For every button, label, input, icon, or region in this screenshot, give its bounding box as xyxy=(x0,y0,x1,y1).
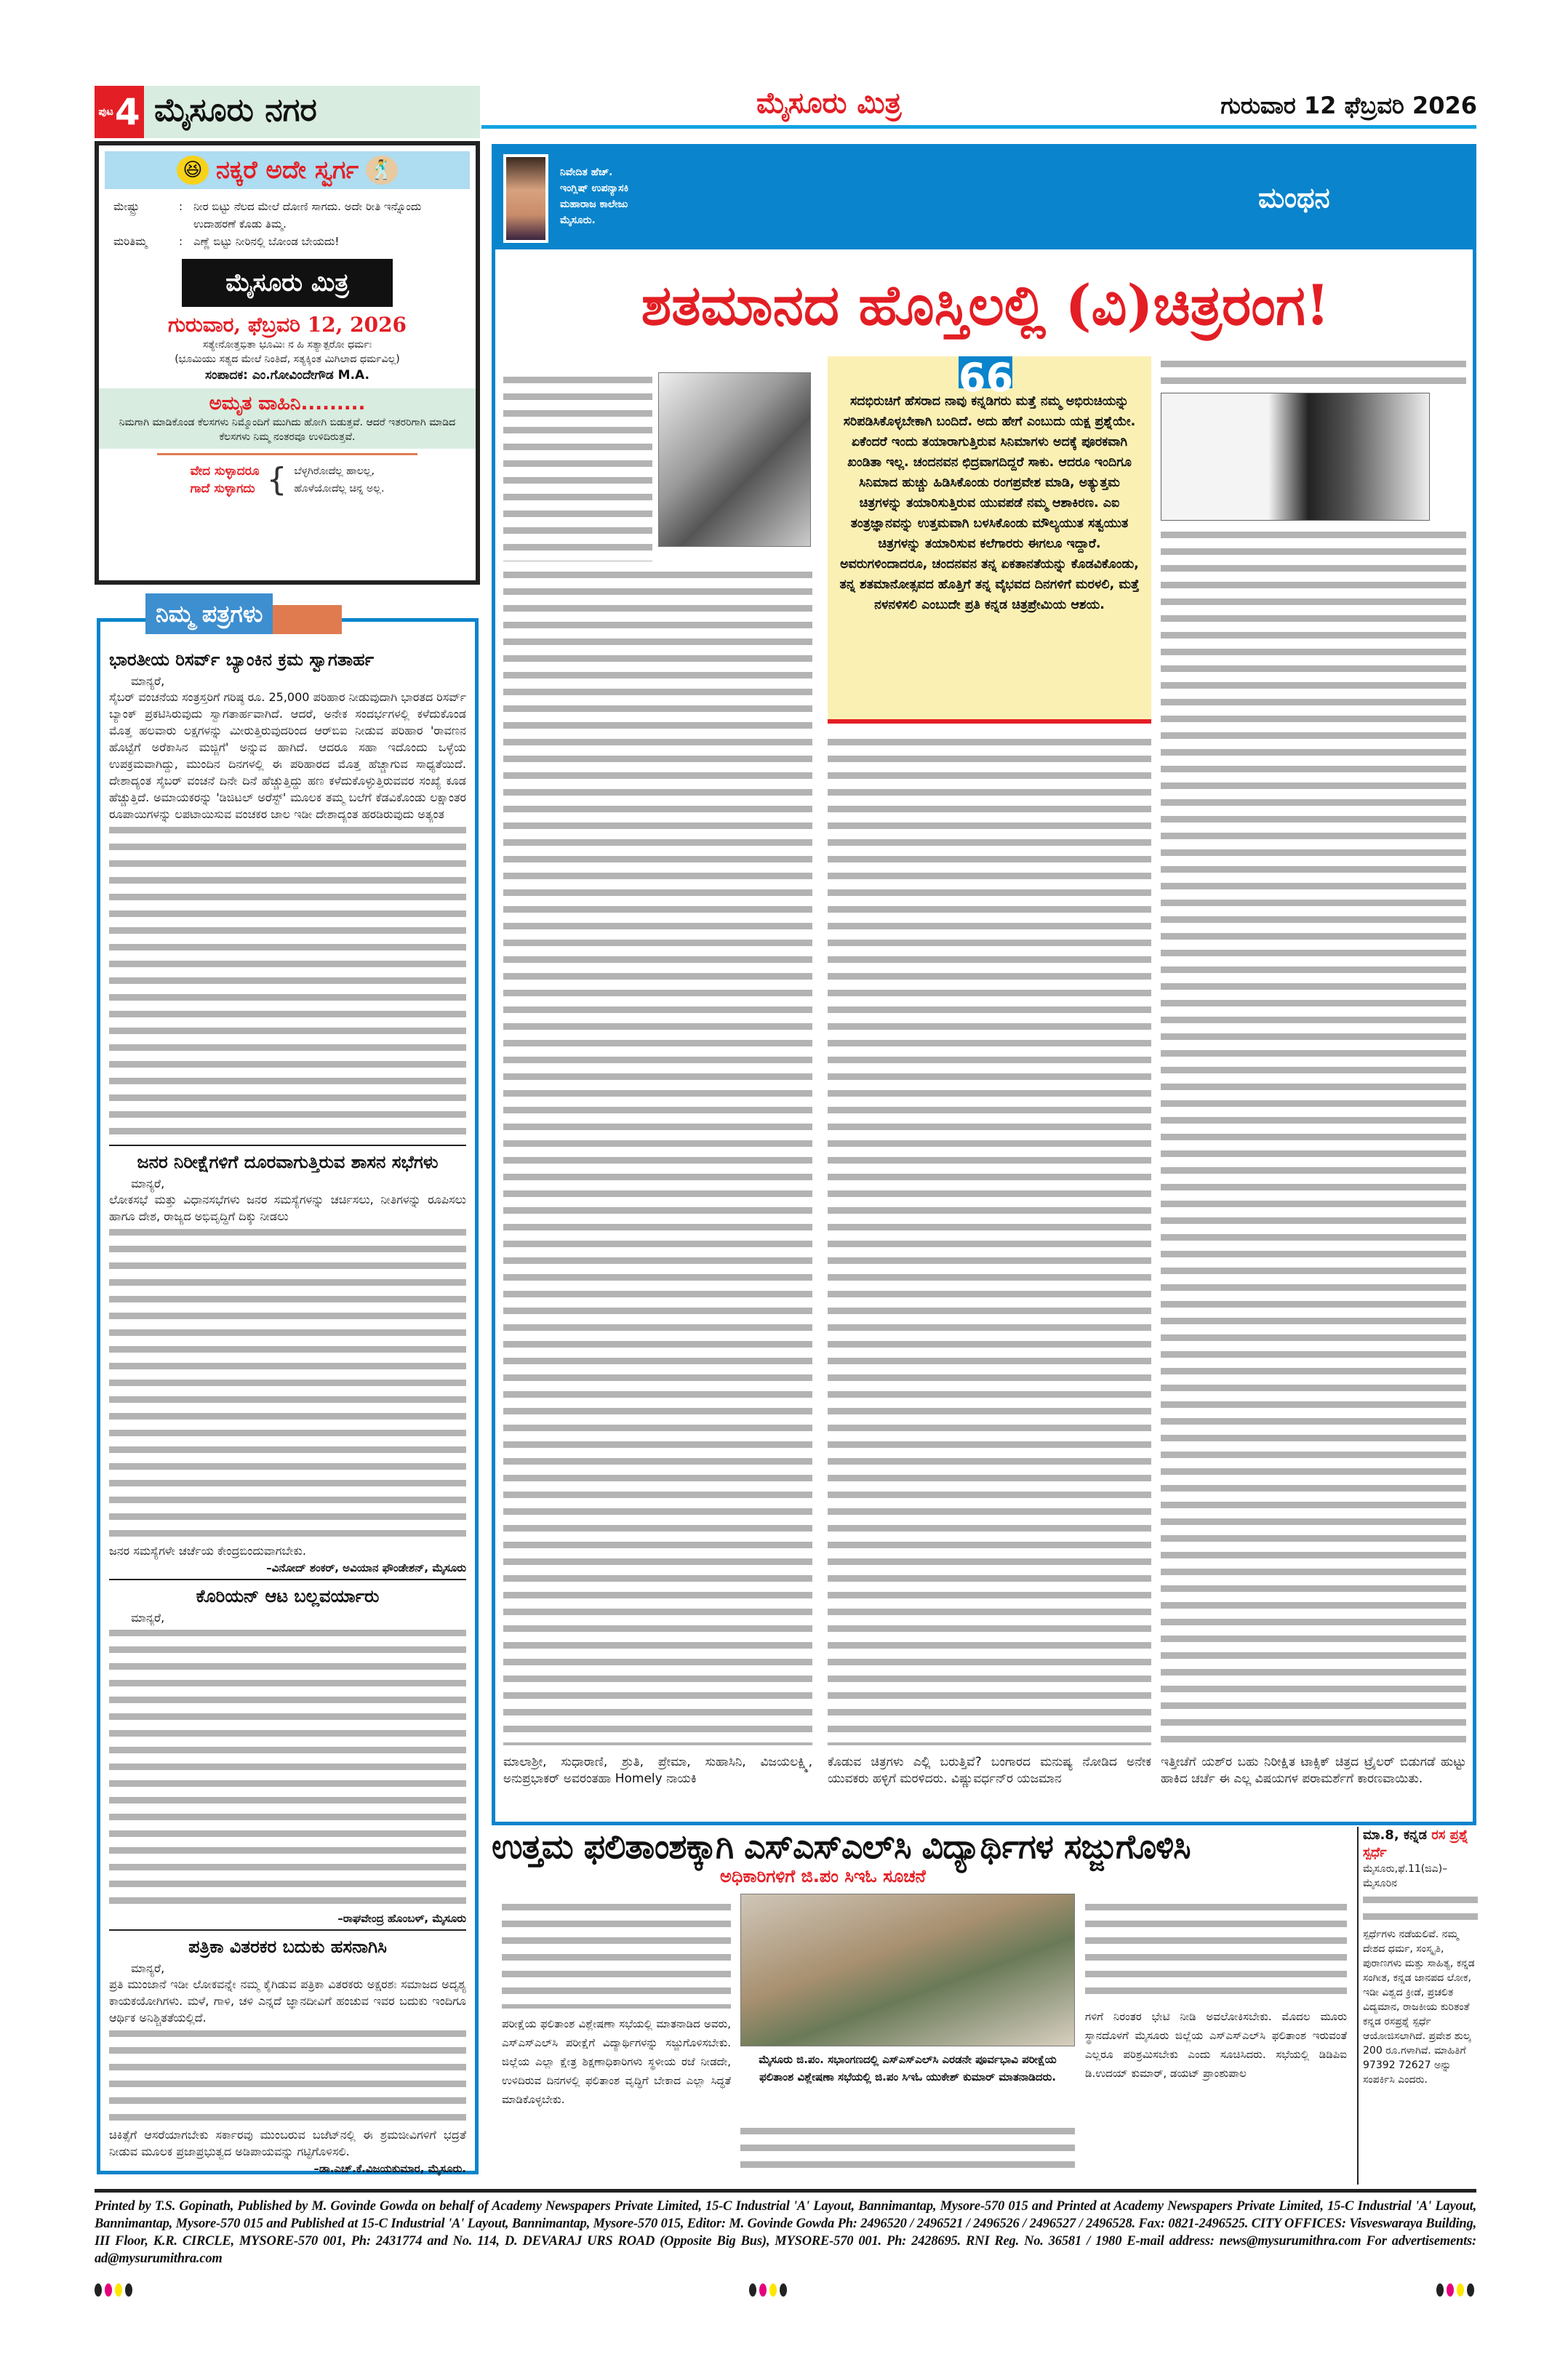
letter-title: ಭಾರತೀಯ ರಿಸರ್ವ್ ಬ್ಯಾಂಕಿನ ಕ್ರಮ ಸ್ವಾಗತಾರ್ಹ xyxy=(109,649,375,670)
movie-poster-image xyxy=(1161,393,1430,521)
letter-divider xyxy=(109,1579,466,1580)
letter-title: ಪತ್ರಿಕಾ ವಿತರಕರ ಬದುಕು ಹಸನಾಗಿಸಿ xyxy=(188,1937,387,1957)
amruta-title: ಅಮೃತ ವಾಹಿನಿ......... xyxy=(209,393,366,415)
letter-salutation: ಮಾನ್ಯರೆ, xyxy=(131,1611,165,1625)
motto-meaning: (ಭೂಮಿಯು ಸತ್ಯದ ಮೇಲೆ ನಿಂತಿದೆ, ಸತ್ಯಕ್ಕಿಂತ ಮಿಗಿಲಾದ ಧರ್ಮವಿಲ್ಲ) xyxy=(175,353,400,365)
proverb-right: ಬೆಳ್ಳಗಿರೋದೆಲ್ಲ ಹಾಲಲ್ಲ, xyxy=(294,465,375,477)
joke-line: ಎಣ್ಣೆ ಬಿಟ್ಟು ನೀರಿನಲ್ಲಿ ಬೋಂಡ ಬೇಯದು! xyxy=(193,235,340,248)
letter-closing: ಚಿಕಿತ್ಸೆಗೆ ಆಸರೆಯಾಗಬೇಕು ಸರ್ಕಾರವು ಮುಂಬರುವ ಬಜೆಟ್‌ನಲ್ಲಿ ಈ ಶ್ರಮಜೀವಿಗಳಿಗೆ ಭದ್ರತೆ ನೀಡುವ ಮೂಲಕ ಪ್ರಜಾಪ್ರಭುತ್ವದ ಅಡಿಪಾಯವನ್ನು ಗಟ್ಟಿಗೊಳಿಸಲಿ. xyxy=(109,2128,466,2158)
joke-banner xyxy=(105,151,470,189)
joke-line: ನೀರ ಬಿಟ್ಟು ನೆಲದ ಮೇಲೆ ದೋಣಿ ಸಾಗದು. ಅದೇ ರೀತಿ ಇನ್ನೊಂದು ಉದಾಹರಣೆ ಕೊಡು ತಿಮ್ಮ. xyxy=(193,200,422,231)
letter-signature: –ವಿನೋದ್ ಶಂಕರ್, ಅವಿಯಾನ ಫೌಂಡೇಶನ್, ಮೈಸೂರು xyxy=(266,1561,466,1574)
letter-body-text xyxy=(109,1225,466,1542)
proverb-right: ಹೊಳೆಯೋದೆಲ್ಲ ಚಿನ್ನ ಅಲ್ಲ. xyxy=(294,482,385,495)
author-byline xyxy=(560,164,628,228)
letter-divider xyxy=(109,1929,466,1931)
side-text: ಸ್ಪರ್ಧೆಗಳು ನಡೆಯಲಿವೆ. ನಮ್ಮ ದೇಶದ ಧರ್ಮ, ಸಂಸ್ಕೃತಿ, ಪುರಾಣಗಳು ಮತ್ತು ಸಾಹಿತ್ಯ, ಕನ್ನಡ ಸಂಗೀತ, ಕನ್ನಡ ಜಾನಪದ ಲೋಕ, ಇಡೀ ವಿಶ್ವದ ಕ್ರೀಡೆ, ಪ್ರಚಲಿತ ವಿದ್ಯಮಾನ, ರಾಜಕೀಯ ಕುರಿತಂತೆ ಕನ್ನಡ ರಸಪ್ರಶ್ನೆ ಸ್ಪರ್ಧೆ ಆಯೋಜಿಸಲಾಗಿದೆ. ಪ್ರವೇಶ ಶುಲ್ಕ 200 ರೂ.ಗಳಾಗಿವೆ. ಮಾಹಿತಿಗೆ 97392 72627 ಅನ್ನು ಸಂಪರ್ಕಿಸಿ ಎಂದರು. xyxy=(1363,1927,1478,2087)
article-text xyxy=(503,567,812,1745)
letter-body-text xyxy=(109,2026,466,2126)
article-text xyxy=(503,372,652,561)
letter-title: ಜನರ ನಿರೀಕ್ಷೆಗಳಿಗೆ ದೂರವಾಗುತ್ತಿರುವ ಶಾಸನ ಸಭೆಗಳು xyxy=(137,1152,439,1172)
news-text xyxy=(740,2123,1075,2174)
letter-signature: –ಡಾ.ಎಚ್.ಕೆ.ವಿಜಯಕುಮಾರ, ಮೈಸೂರು. xyxy=(313,2162,466,2175)
article-text-tail: ಮಾಲಾಶ್ರೀ, ಸುಧಾರಾಣಿ, ಶ್ರುತಿ, ಪ್ರೇಮಾ, ಸುಹಾಸಿನಿ, ವಿಜಯಲಕ್ಷ್ಮಿ, ಅನುಪ್ರಭಾಕರ್ ಅವರಂತಹಾ Homely ನಾಯಕಿ xyxy=(503,1755,812,1786)
article-text xyxy=(828,734,1151,1745)
letter-body-text xyxy=(109,1625,466,1910)
article-headline: ಶತಮಾನದ ಹೊಸ್ತಿಲಲ್ಲಿ (ವಿ)ಚಿತ್ರರಂಗ! xyxy=(641,273,1330,337)
article-text-tail: ಕೊಡುವ ಚಿತ್ರಗಳು ಎಲ್ಲಿ ಬರುತ್ತಿವೆ? ಬಂಗಾರದ ಮನುಷ್ಯ ನೋಡಿದ ಅನೇಕ ಯುವಕರು ಹಳ್ಳಿಗೆ ಮರಳಿದರು. ವಿಷ್ಣುವರ್ಧನ್‌ರ ಯಜಮಾನ xyxy=(828,1755,1151,1786)
dancing-man-icon: 🕺 xyxy=(366,156,398,185)
joke-sep: : xyxy=(179,235,183,248)
pull-quote: ಸದಭಿರುಚಿಗೆ ಹೆಸರಾದ ನಾವು ಕನ್ನಡಿಗರು ಮತ್ತೆ ನಮ್ಮ ಅಭಿರುಚಿಯನ್ನು ಸರಿಪಡಿಸಿಕೊಳ್ಳಬೇಕಾಗಿ ಬಂದಿದೆ. ಅದು ಹೇಗೆ ಎಂಬುದು ಯಕ್ಷ ಪ್ರಶ್ನೆಯೇ. ಏಕೆಂದರೆ ಇಂದು ತಯಾರಾಗುತ್ತಿರುವ ಸಿನಿಮಾಗಳು ಅದಕ್ಕೆ ಪೂರಕವಾಗಿ ಖಂಡಿತಾ ಇಲ್ಲ. ಚಂದನವನ ಛಿದ್ರವಾಗದಿದ್ದರೆ ಸಾಕು. ಆದರೂ ಇಂದಿಗೂ ಸಿನಿಮಾದ ಹುಚ್ಚು ಹಿಡಿಸಿಕೊಂಡು ರಂಗಪ್ರವೇಶ ಮಾಡಿ, ಅತ್ಯುತ್ತಮ ಚಿತ್ರಗಳನ್ನು ತಯಾರಿಸುತ್ತಿರುವ ಯುವಪಡೆ ನಮ್ಮ ಆಶಾಕಿರಣ. ಎಐ ತಂತ್ರಜ್ಞಾನವನ್ನು ಉತ್ತಮವಾಗಿ ಬಳಸಿಕೊಂಡು ಮೌಲ್ಯಯುತ ಸತ್ವಯುತ ಚಿತ್ರಗಳನ್ನು ತಯಾರಿಸುವ ಕಲೆಗಾರರು ಈಗಲೂ ಇದ್ದಾರೆ. ಅವರುಗಳಿಂದಾದರೂ, ಚಂದನವನ ತನ್ನ ಏಕತಾನತೆಯನ್ನು ಕೊಡವಿಕೊಂಡು, ತನ್ನ ಶತಮಾನೋತ್ಸವದ ಹೊತ್ತಿಗೆ ತನ್ನ ವೈಭವದ ದಿನಗಳಿಗೆ ಮರಳಲಿ, ಮತ್ತೆ ನಳನಳಿಸಲಿ ಎಂಬುದೇ ಪ್ರತಿ ಕನ್ನಡ ಚಿತ್ರಪ್ರೇಮಿಯ ಆಶಯ. xyxy=(828,356,1151,724)
side-headline-accent: ರಸ ಪ್ರಶ್ನೆ ಸ್ಪರ್ಧೆ xyxy=(1363,1827,1468,1860)
proverb-left: ವೇದ ಸುಳ್ಳಾದರೂ xyxy=(190,463,260,479)
letter-body-text xyxy=(109,822,466,1140)
amruta-vahini xyxy=(99,388,476,449)
author-photo xyxy=(503,154,548,243)
letter-body: ಪ್ರತಿ ಮುಂಜಾನೆ ಇಡೀ ಲೋಕವನ್ನೇ ನಮ್ಮ ಕೈಗಿಡುವ ಪತ್ರಿಕಾ ವಿತರಕರು ಅಕ್ಷರಶಃ ಸಮಾಜದ ಅದೃಶ್ಯ ಕಾಯಕಯೋಗಿಗಳು. ಮಳೆ, ಗಾಳಿ, ಚಳಿ ಎನ್ನದೆ ಜ್ಞಾನದೀವಿಗೆ ಹಂಚುವ ಇವರ ಬದುಕು ಇಂದಿಗೂ ಆರ್ಥಿಕ ಅನಿಶ್ಚಿತತೆಯಲ್ಲಿದೆ. xyxy=(109,1977,466,2025)
header-date: ಗುರುವಾರ 12 ಫೆಬ್ರವರಿ 2026 xyxy=(1220,92,1477,119)
letters-section xyxy=(97,618,479,2174)
side-headline-prefix: ಮಾ.8, ಕನ್ನಡ xyxy=(1363,1827,1427,1843)
registration-marks xyxy=(95,2283,132,2297)
joke-speaker: ಮರಿತಿಮ್ಮ xyxy=(113,235,148,248)
quote-icon: 66 xyxy=(959,355,1014,401)
letter-salutation: ಮಾನ್ಯರೆ, xyxy=(131,1961,165,1975)
author-city: ಮೈಸೂರು. xyxy=(560,215,596,226)
side-text-filler xyxy=(1363,1892,1478,1926)
registration-marks xyxy=(749,2283,787,2297)
letters-tag: ನಿಮ್ಮ ಪತ್ರಗಳು xyxy=(145,593,273,634)
joke-speaker: ಮೇಷ್ಟ್ರು xyxy=(113,200,140,213)
editorial-box xyxy=(95,141,480,585)
joke-text xyxy=(99,195,476,253)
joke-title: ನಕ್ಕರೆ ಅದೇ ಸ್ವರ್ಗ xyxy=(215,156,359,185)
author-name: ನಿವೇದಿತ ಹೆಚ್. xyxy=(560,167,613,178)
news-subhead: ಅಧಿಕಾರಿಗಳಿಗೆ ಜಿ.ಪಂ ಸಿಇಓ ಸೂಚನೆ xyxy=(720,1866,926,1886)
letter-body: ಲೋಕಸಭೆ ಮತ್ತು ವಿಧಾನಸಭೆಗಳು ಜನರ ಸಮಸ್ಯೆಗಳನ್ನು ಚರ್ಚಿಸಲು, ನೀತಿಗಳನ್ನು ರೂಪಿಸಲು ಹಾಗೂ ದೇಶ, ರಾಜ್ಯದ ಅಭಿವೃದ್ಧಿಗೆ ದಿಕ್ಕು ನೀಡಲು xyxy=(109,1193,466,1223)
letter-closing: ಜನರ ಸಮಸ್ಯೆಗಳೇ ಚರ್ಚೆಯ ಕೇಂದ್ರಬಿಂದುವಾಗಬೇಕು. xyxy=(109,1544,306,1558)
proverb-left: ಗಾದೆ ಸುಳ್ಳಾಗದು xyxy=(190,481,255,496)
article-text xyxy=(1161,356,1466,390)
news-headline: ಉತ್ತಮ ಫಲಿತಾಂಶಕ್ಕಾಗಿ ಎಸ್‌ಎಸ್‌ಎಲ್‌ಸಿ ವಿದ್ಯಾರ್ಥಿಗಳ ಸಜ್ಜುಗೊಳಿಸಿ xyxy=(492,1827,1191,1866)
article-text-tail: ಇತ್ತೀಚೆಗೆ ಯಶ್‌ರ ಬಹು ನಿರೀಕ್ಷಿತ ಟಾಕ್ಸಿಕ್ ಚಿತ್ರದ ಟ್ರೈಲರ್ ಬಿಡುಗಡೆ ಹುಟ್ಟು ಹಾಕಿದ ಚರ್ಚೆ ಈ ಎಲ್ಲ ವಿಷಯಗಳ ಪರಾಮರ್ಶೆಗೆ ಕಾರಣವಾಯಿತು. xyxy=(1161,1755,1466,1786)
page-number: 4 xyxy=(114,91,140,133)
brace-icon: { xyxy=(266,461,287,498)
masthead-logo: ಮೈಸೂರು ಮಿತ್ರ xyxy=(756,86,902,120)
footer-rule xyxy=(95,2189,1476,2193)
side-dateline: ಮೈಸೂರು,ಫೆ.11(ಜಿಎ)–ಮೈಸೂರಿನ xyxy=(1363,1862,1478,1891)
author-college: ಮಹಾರಾಜ ಕಾಲೇಜು xyxy=(560,199,628,210)
newspaper-logo: ಮೈಸೂರು ಮಿತ್ರ xyxy=(182,259,393,307)
registration-marks xyxy=(1436,2283,1474,2297)
editor-credit: ಸಂಪಾದಕ: ಎಂ.ಗೋವಿಂದೇಗೌಡ M.A. xyxy=(205,368,369,383)
column-label: ಮಂಥನ xyxy=(1258,182,1330,214)
author-role: ಇಂಗ್ಲಿಷ್ ಉಪನ್ಯಾಸಕಿ xyxy=(560,183,629,194)
letter-title: ಕೊರಿಯನ್ ಆಟ ಬಲ್ಲವರ್ಯಾರು xyxy=(196,1586,380,1606)
joke-sep: : xyxy=(179,200,183,213)
letter-signature: –ರಾಘವೇಂದ್ರ ಹೊಂಬಳ್, ಮೈಸೂರು xyxy=(337,1912,466,1925)
laughing-face-icon: 😆 xyxy=(177,156,209,185)
news-text xyxy=(502,1899,731,2009)
meeting-photo xyxy=(740,1894,1075,2046)
news-text: ಗಳಿಗೆ ನಿರಂತರ ಭೇಟಿ ನೀಡಿ ಅವಲೋಕಿಸಬೇಕು. ಮೊದಲ ಮೂರು ಸ್ಥಾನದೊಳಗೆ ಮೈಸೂರು ಜಿಲ್ಲೆಯ ಎಸ್‌ಎಸ್‌ಎಲ್‌ಸಿ ಫಲಿತಾಂಶ ಇರುವಂತೆ ಎಲ್ಲರೂ ಪರಿಶ್ರಮಿಸಬೇಕು ಎಂದು ಸೂಚಿಸಿದರು. ಸಭೆಯಲ್ಲಿ ಡಿಡಿಪಿಐ ಡಿ.ಉದಯ್ ಕುಮಾರ್, ಡಯಟ್ ಪ್ರಾಂಶುಪಾಲ xyxy=(1085,2010,1347,2080)
amruta-text: ನಿಮಗಾಗಿ ಮಾಡಿಕೊಂಡ ಕೆಲಸಗಳು ನಿಮ್ಮೊಂದಿಗೆ ಮುಗಿದು ಹೋಗಿ ಬಿಡುತ್ತವೆ. ಆದರೆ ಇತರರಿಗಾಗಿ ಮಾಡಿದ ಕೆಲಸಗಳು ನಿಮ್ಮ ನಂತರವೂ ಉಳಿದಿರುತ್ತವೆ. xyxy=(119,417,456,443)
side-headline xyxy=(1363,1827,1478,1862)
side-story xyxy=(1357,1827,1478,2185)
letter-salutation: ಮಾನ್ಯರೆ, xyxy=(131,674,165,688)
letter-salutation: ಮಾನ್ಯರೆ, xyxy=(131,1177,165,1190)
header-rule xyxy=(481,125,1476,129)
page-number-badge xyxy=(95,86,144,138)
photo-caption: ಮೈಸೂರು ಜಿ.ಪಂ. ಸಭಾಂಗಣದಲ್ಲಿ ಎಸ್‌ಎಸ್‌ಎಲ್‌ಸಿ ಎರಡನೇ ಪೂರ್ವಭಾವಿ ಪರೀಕ್ಷೆಯ ಫಲಿತಾಂಶ ವಿಶ್ಲೇಷಣಾ ಸಭೆಯಲ್ಲಿ ಜಿ.ಪಂ ಸಿಇಓ ಯುಕೇಶ್ ಕುಮಾರ್ ಮಾತನಾಡಿದರು. xyxy=(759,2053,1057,2083)
motto: ಸತ್ಯೇನೋತ್ತಭಿತಾ ಭೂಮಿಃ ನ ಹಿ ಸತ್ಯಾತ್ಪರೋ ಧರ್ಮಃ xyxy=(202,339,372,351)
letter-divider xyxy=(109,1145,466,1146)
page-label: ಪುಟ xyxy=(98,106,113,118)
article-text xyxy=(1161,527,1466,1745)
print-imprint: Printed by T.S. Gopinath, Published by M. Govinde Gowda on behalf of Academy Newspapers Private Limited, 15-C Industrial 'A' Layout, Bannimantap, Mysore-570 015 and Printed at Academy Newspapers Private Limited, 15-C Industrial 'A' Layout, Bannimantap, Mysore-570 015 and Published at 15-C Industrial 'A' Layout, Bannimantap, Mysore-570 015, Editor: M. Govinde Gowda Ph: 2496520 / 2496521 / 2496526 / 2496527 / 2496528. Fax: 0821-2496525. CITY OFFICES: Visveswaraya Building, III Floor, K.R. CIRCLE, MYSORE-570 001, Ph: 2431774 and No. 114, D. DEVARAJ URS ROAD (Opposite Big Bus), MYSORE-570 001. Ph: 2428695. RNI Reg. No. 36581 / 1980 E-mail address: news@mysurumithra.com For advertisements: ad@mysurumithra.com xyxy=(95,2199,1476,2266)
vintage-film-still xyxy=(658,372,811,547)
edition-date: ಗುರುವಾರ, ಫೆಬ್ರವರಿ 12, 2026 xyxy=(167,313,407,337)
news-text: ಪರೀಕ್ಷೆಯ ಫಲಿತಾಂಶ ವಿಶ್ಲೇಷಣಾ ಸಭೆಯಲ್ಲಿ ಮಾತನಾಡಿದ ಅವರು, ಎಸ್‌ಎಸ್‌ಎಲ್‌ಸಿ ಪರೀಕ್ಷೆಗೆ ವಿದ್ಯಾರ್ಥಿಗಳನ್ನು ಸಜ್ಜುಗೊಳಿಸಬೇಕು. ಜಿಲ್ಲೆಯ ಎಲ್ಲಾ ಕ್ಷೇತ್ರ ಶಿಕ್ಷಣಾಧಿಕಾರಿಗಳು ಸ್ಥಳೀಯ ರಜೆ ನೀಡದೇ, ಉಳಿದಿರುವ ದಿನಗಳಲ್ಲಿ ಫಲಿತಾಂಶ ವೃದ್ಧಿಗೆ ಬೇಕಾದ ಎಲ್ಲಾ ಸಿದ್ಧತೆ ಮಾಡಿಕೊಳ್ಳಬೇಕು. xyxy=(502,2017,731,2106)
letter-body: ಸೈಬರ್ ವಂಚನೆಯ ಸಂತ್ರಸ್ತರಿಗೆ ಗರಿಷ್ಠ ರೂ. 25,000 ಪರಿಹಾರ ನೀಡುವುದಾಗಿ ಭಾರತದ ರಿಸರ್ವ್ ಬ್ಯಾಂಕ್ ಪ್ರಕಟಿಸಿರುವುದು ಸ್ವಾಗತಾರ್ಹವಾಗಿದೆ. ಆದರೆ, ಅನೇಕ ಸಂದರ್ಭಗಳಲ್ಲಿ ಕಳೆದುಕೊಂಡ ಮೊತ್ತ ಹಲವಾರು ಲಕ್ಷಗಳನ್ನು ಮೀರುತ್ತಿರುವುದರಿಂದ ಆರ್‌ಬಿಐ ನೀಡುವ ಪರಿಹಾರ 'ರಾವಣನ ಹೊಟ್ಟೆಗೆ ಅರೆಕಾಸಿನ ಮಜ್ಜಿಗೆ' ಅನ್ನುವ ಹಾಗಿದೆ. ಆದರೂ ಸಹಾ ಇದೊಂದು ಒಳ್ಳೆಯ ಉಪಕ್ರಮವಾಗಿದ್ದು, ಮುಂದಿನ ದಿನಗಳಲ್ಲಿ ಈ ಪರಿಹಾರದ ಮೊತ್ತ ಹೆಚ್ಚಾಗುವ ಸಾಧ್ಯತೆಯಿದೆ. ದೇಶಾದ್ಯಂತ ಸೈಬರ್ ವಂಚನೆ ದಿನೇ ದಿನೆ ಹೆಚ್ಚುತ್ತಿದ್ದು ಹಣ ಕಳೆದುಕೊಳ್ಳುತ್ತಿರುವವರ ಸಂಖ್ಯೆ ಕೂಡ ಹೆಚ್ಚುತ್ತಿದೆ. ಅಮಾಯಕರನ್ನು 'ಡಿಜಿಟಲ್ ಅರೆಸ್ಟ್' ಮೂಲಕ ತಮ್ಮ ಬಲೆಗೆ ಕೆಡವಿಕೊಂಡು ಲಕ್ಷಾಂತರ ರೂಪಾಯಿಗಳನ್ನು ಲಪಟಾಯಿಸುವ ವಂಚಕರ ಜಾಲ ಇಡೀ ದೇಶಾದ್ಯಂತ ಹರಡಿರುವುದು ಅತ್ಯಂತ xyxy=(109,690,466,821)
section-title: ಮೈಸೂರು ನಗರ xyxy=(154,92,317,129)
news-text xyxy=(1085,1899,1347,2001)
proverb xyxy=(157,453,417,504)
